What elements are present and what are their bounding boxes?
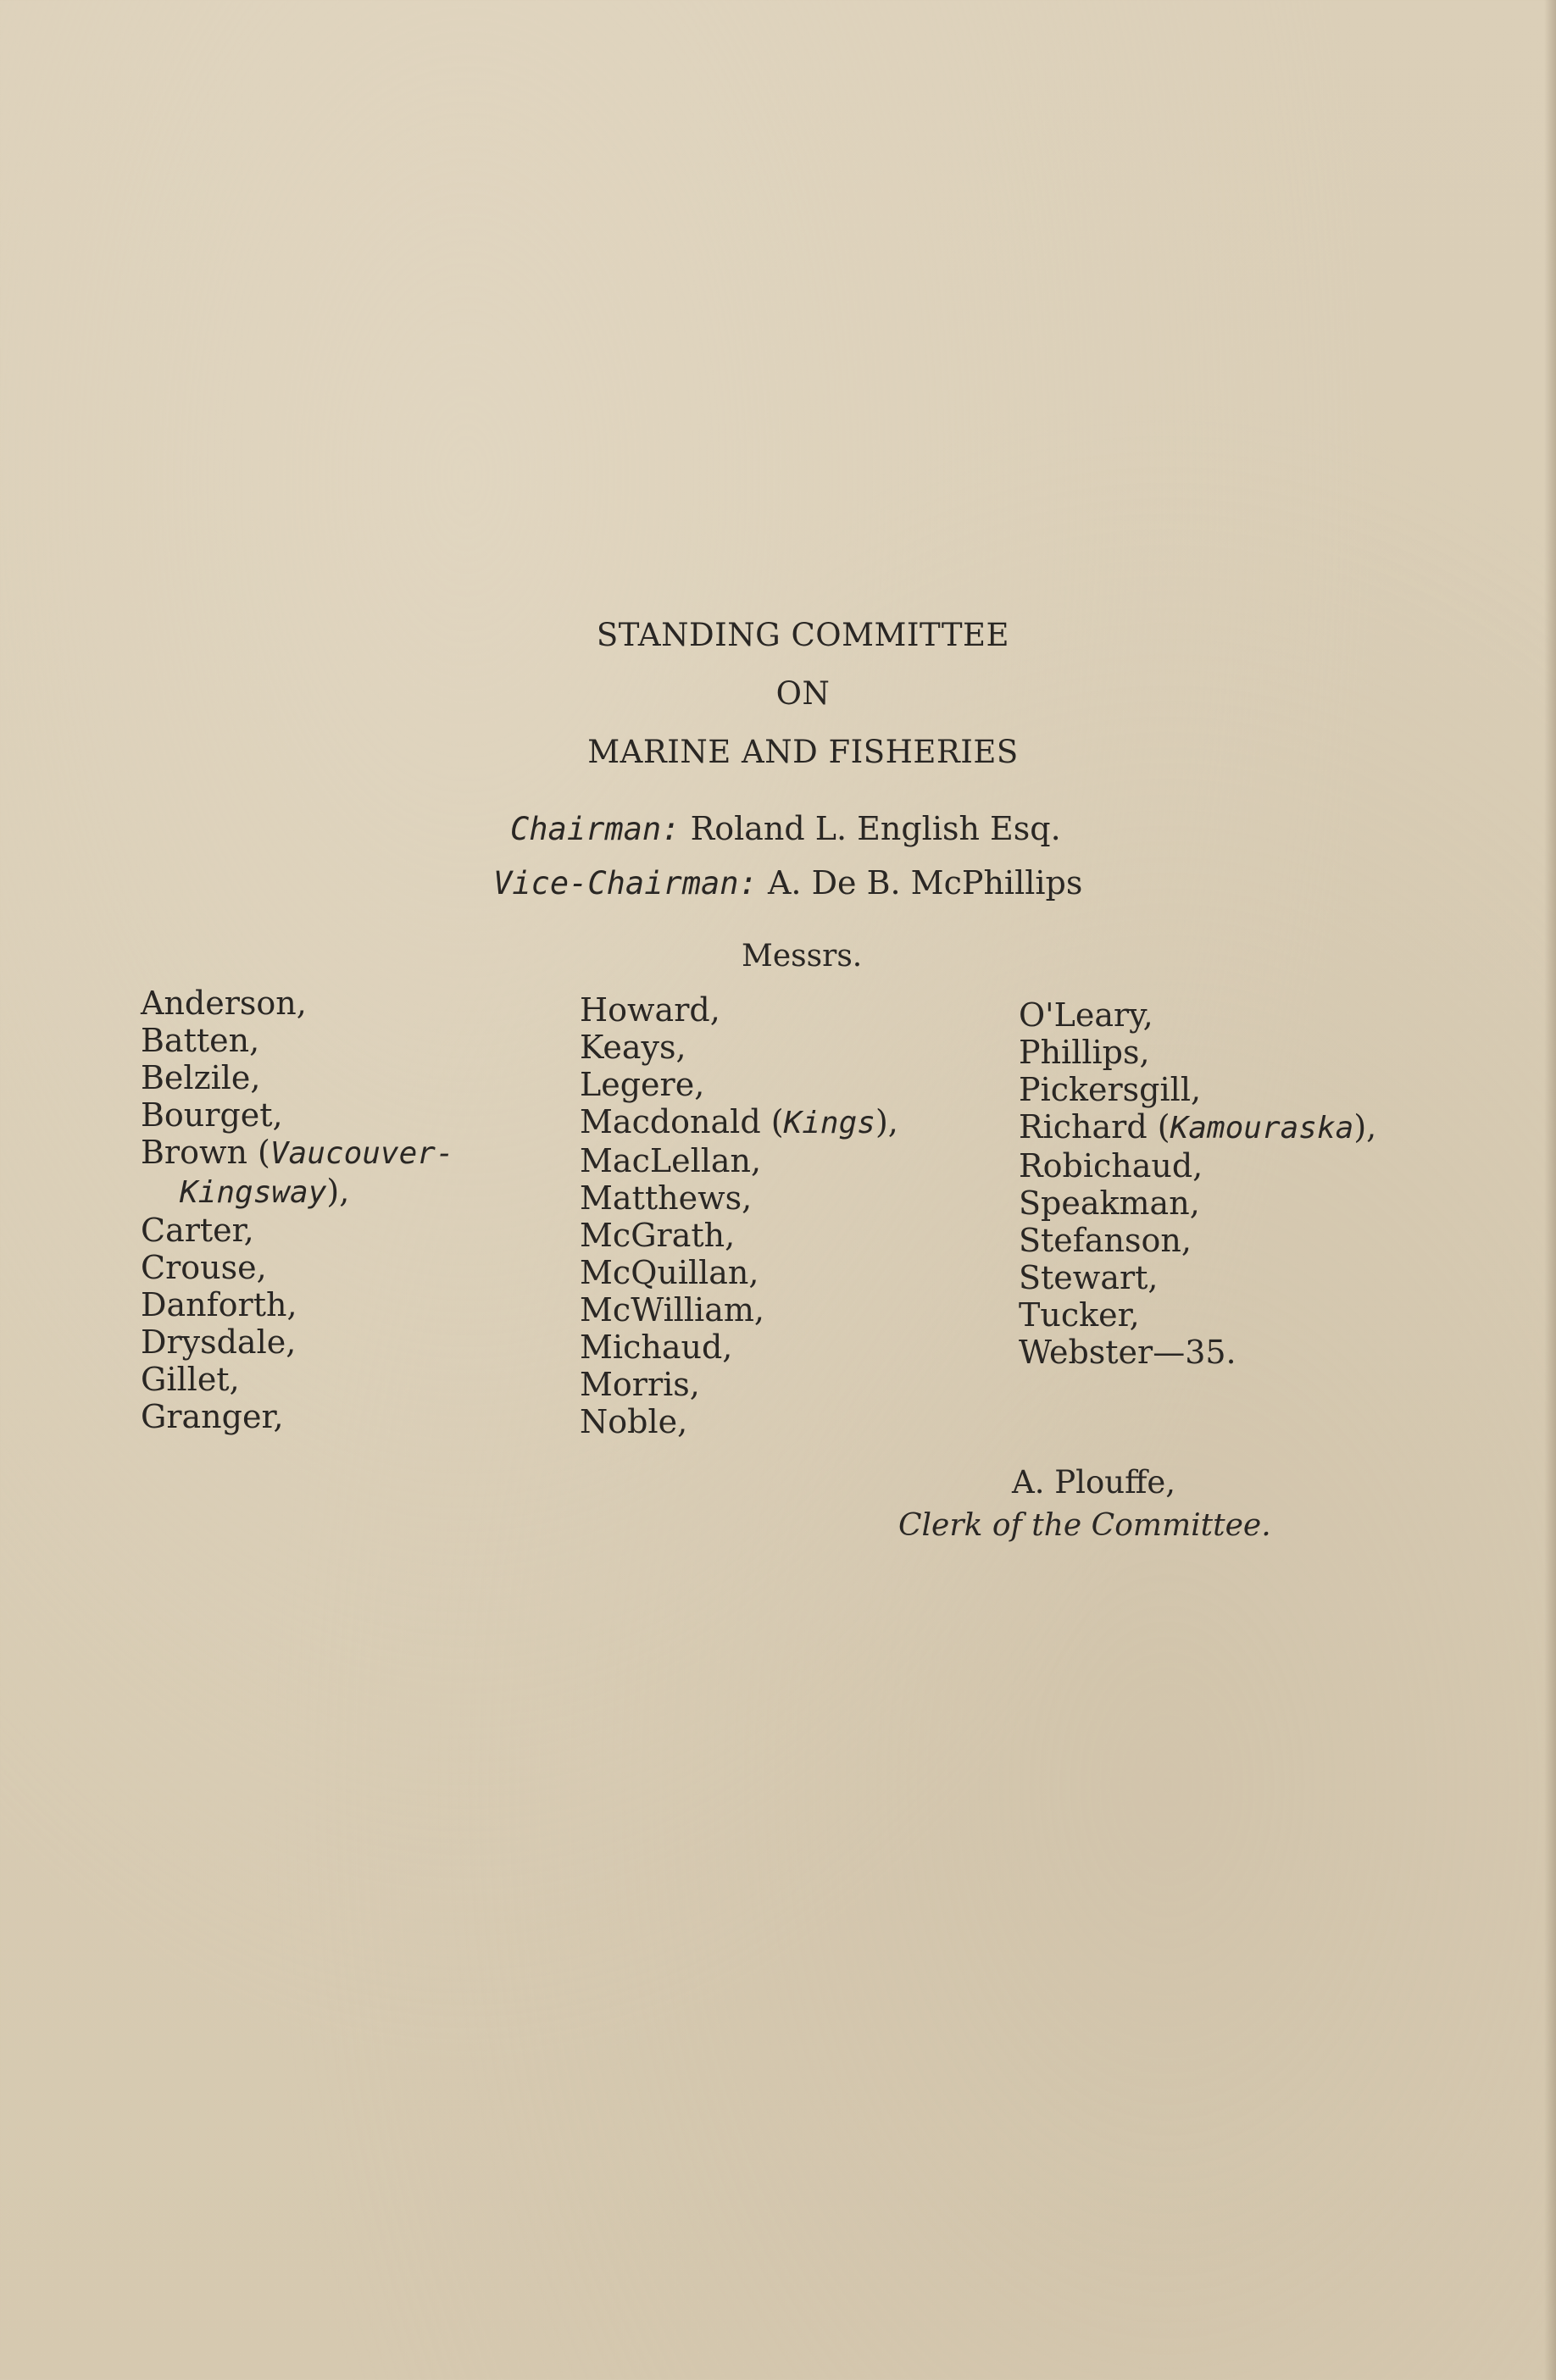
committee-title-line-2: ON [775,675,831,712]
member-name: Crouse, [141,1249,267,1286]
member-name: Legere, [580,1066,705,1103]
chairman-line [510,810,1061,847]
members-column-3 [1019,996,1376,1371]
clerk-name: A. Plouffe, [1012,1464,1176,1501]
member-name: Phillips, [1019,1034,1150,1071]
member-district: Kingsway [180,1175,327,1210]
member-name: Noble, [580,1403,688,1440]
member-name: Speakman, [1019,1184,1200,1222]
chairman-label: Chairman: [510,811,681,847]
member-name: Morris, [580,1366,700,1403]
member-name: Macdonald ( [580,1103,784,1140]
member-name: Pickersgill, [1019,1071,1202,1108]
member-name: Matthews, [580,1179,753,1217]
member-name: McGrath, [580,1217,736,1254]
member-name: Bourget, [141,1096,283,1134]
member-name-with-district [580,1103,898,1142]
member-name: Granger, [141,1398,284,1435]
member-name: Carter, [141,1212,254,1249]
member-district-continuation [141,1173,454,1212]
member-name: Keays, [580,1029,686,1066]
member-name: Batten, [141,1022,260,1059]
member-name: MacLellan, [580,1142,762,1179]
member-district: Kamouraska [1170,1111,1354,1146]
member-name-with-district [141,1134,454,1173]
member-name: McWilliam, [580,1291,764,1329]
member-suffix: ), [875,1103,898,1140]
member-name-with-district [1019,1108,1376,1147]
member-name: Robichaud, [1019,1147,1203,1184]
member-name: Howard, [580,991,720,1029]
member-name: Richard ( [1019,1108,1170,1146]
member-name: Danforth, [141,1286,297,1323]
member-name: O'Leary, [1019,996,1153,1034]
member-name: Michaud, [580,1329,733,1366]
member-name: Drysdale, [141,1323,297,1361]
vice-chairman-line [493,864,1082,902]
member-name: Gillet, [141,1361,240,1398]
committee-title-line-3: MARINE AND FISHERIES [587,734,1019,770]
member-name: Tucker, [1019,1296,1140,1334]
member-suffix: ), [1353,1108,1377,1146]
vice-chairman-label: Vice-Chairman: [493,865,758,902]
member-suffix: ), [326,1173,350,1210]
member-name: McQuillan, [580,1254,759,1291]
member-name: Stewart, [1019,1259,1159,1296]
committee-title-line-1: STANDING COMMITTEE [596,617,1010,653]
page-edge-shadow [1544,0,1556,2380]
vice-chairman-name: A. De B. McPhillips [767,864,1083,902]
members-heading: Messrs. [742,939,863,974]
member-name: Belzile, [141,1059,261,1096]
member-name: Anderson, [141,985,307,1022]
clerk-title: Clerk of the Committee. [898,1508,1271,1543]
chairman-name: Roland L. English Esq. [690,810,1061,847]
members-column-2 [580,991,898,1440]
members-column-1 [141,985,454,1435]
member-district: Vaucouver- [270,1136,454,1171]
member-name: Brown ( [141,1134,270,1171]
member-name: Webster—35. [1019,1334,1236,1371]
member-district: Kings [783,1106,875,1140]
member-name: Stefanson, [1019,1222,1192,1259]
